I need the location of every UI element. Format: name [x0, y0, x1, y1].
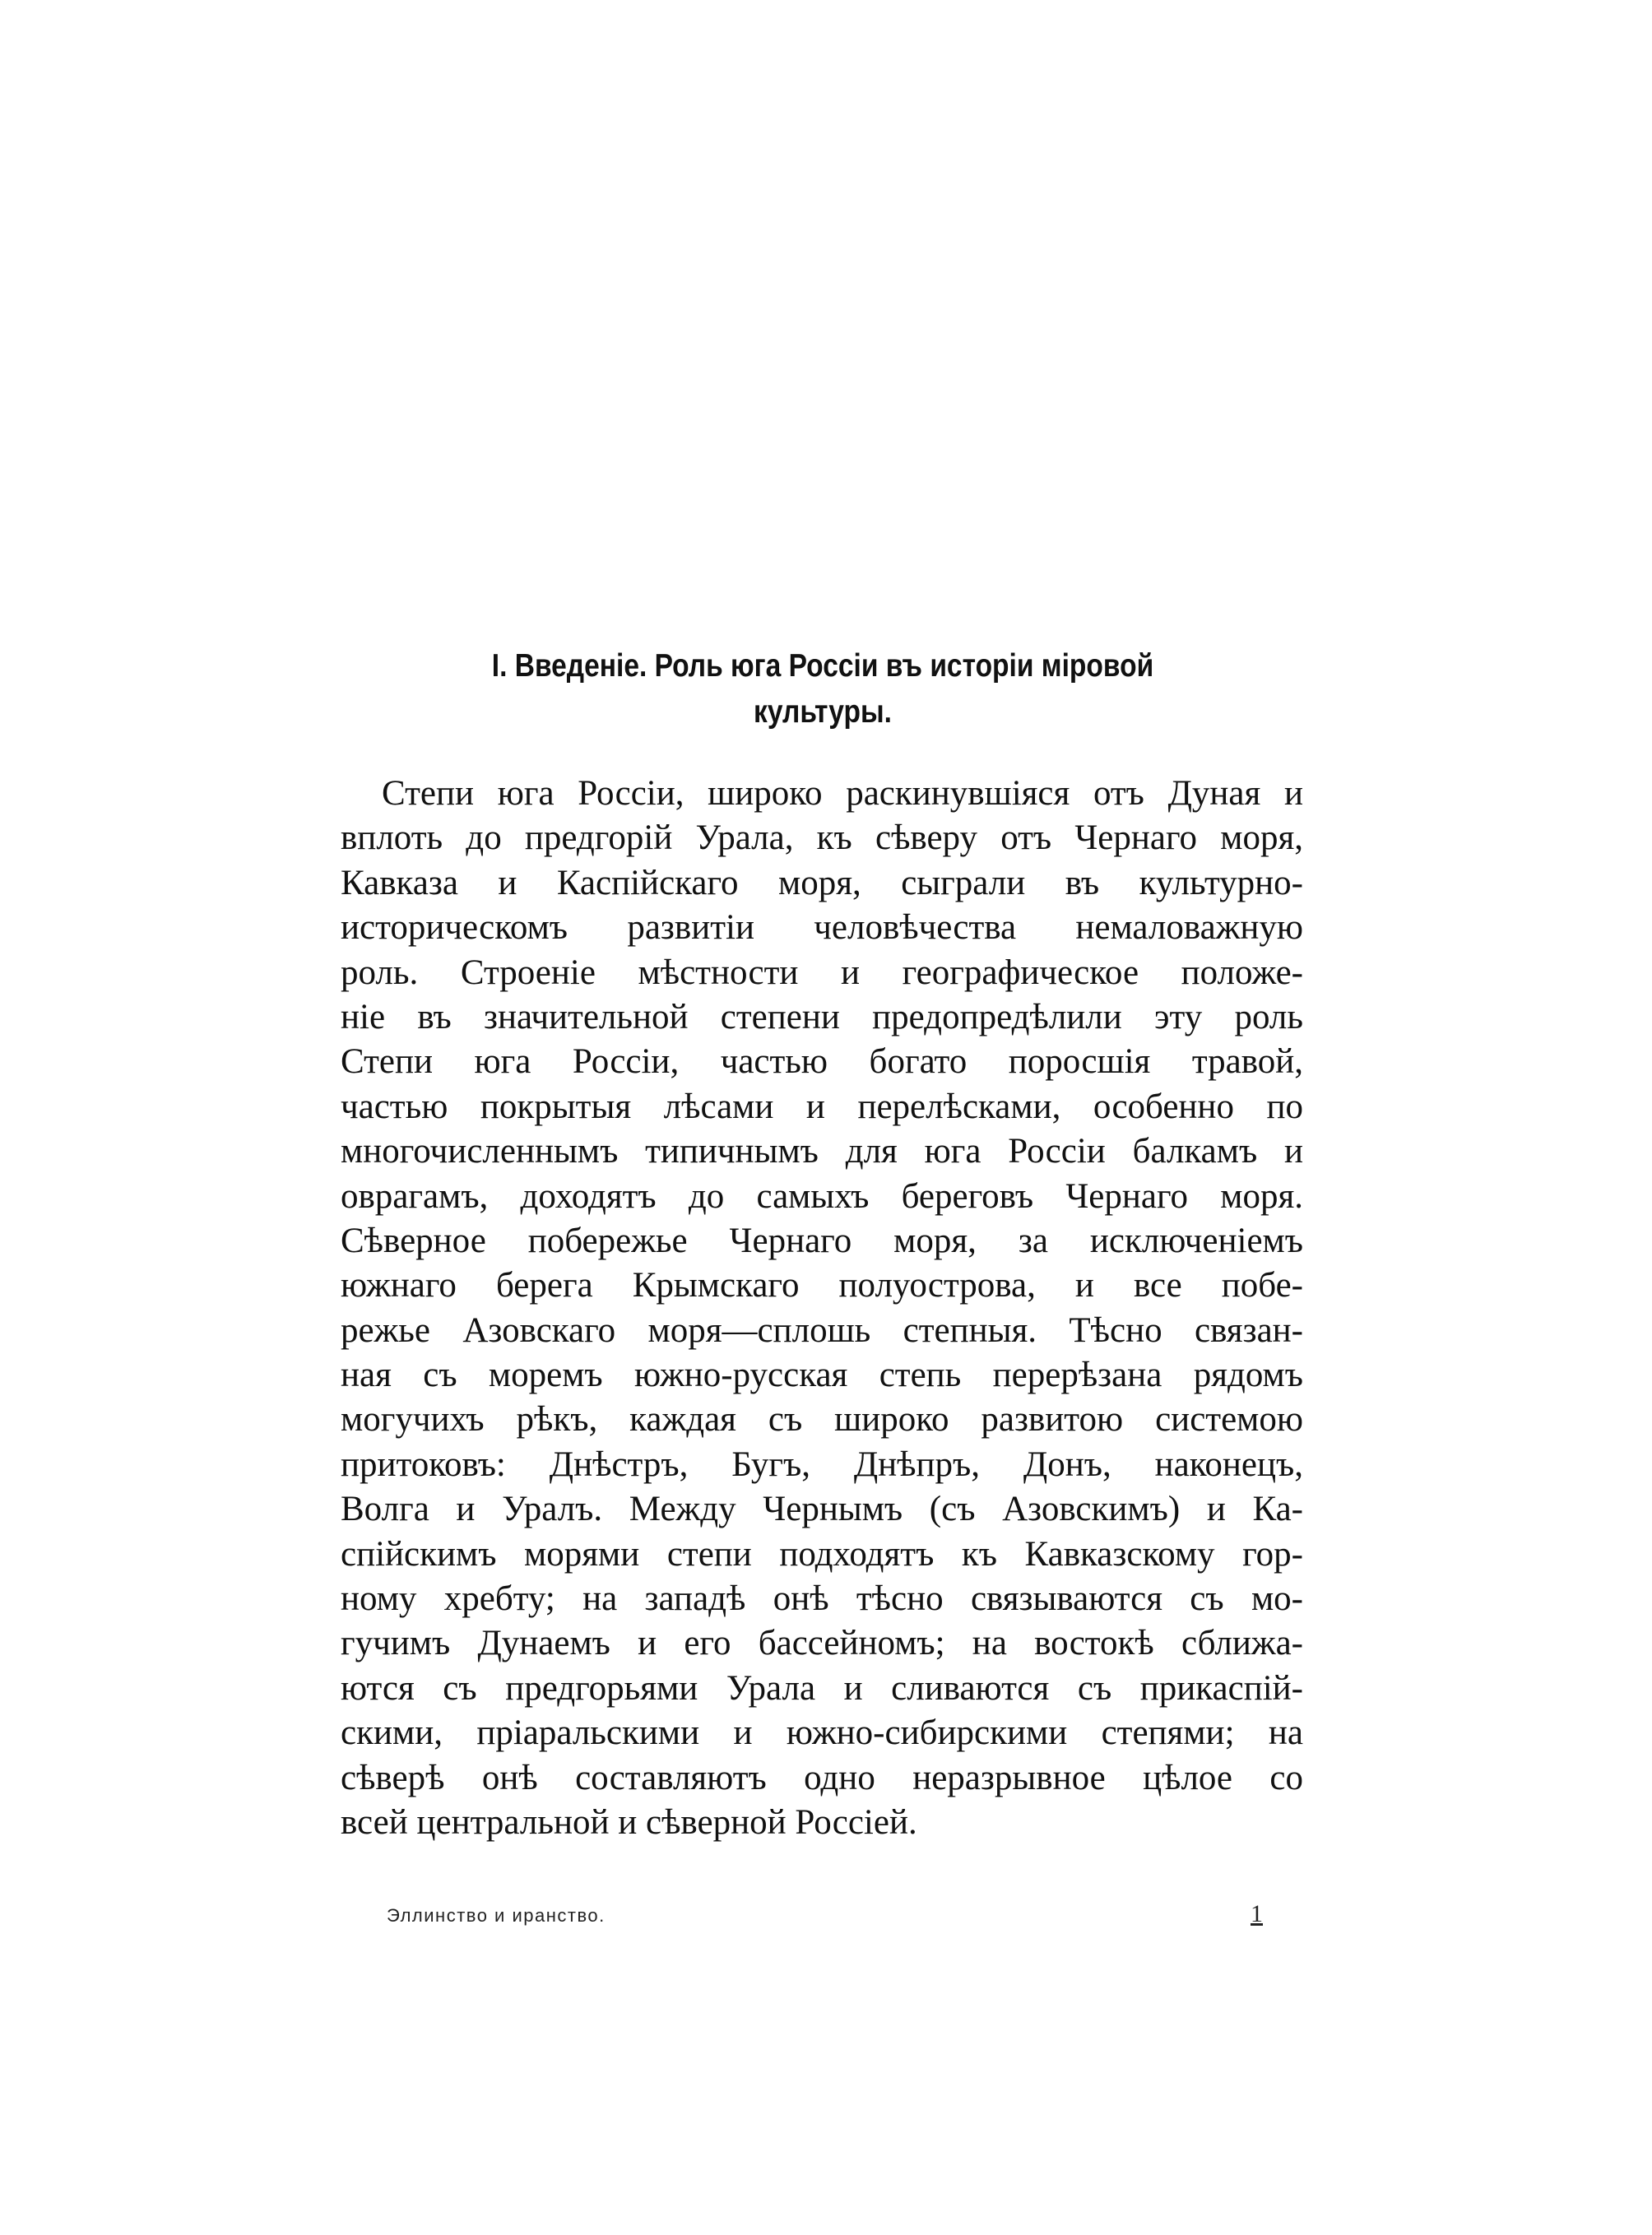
page-footer — [387, 1900, 1275, 1938]
text-line: ному хребту; на западѣ онѣ тѣсно связываются съ мо- — [341, 1579, 1303, 1619]
chapter-title-line-2: культуры. — [754, 694, 892, 730]
text-line: оврагамъ, доходятъ до самыхъ береговъ Чернаго моря. — [341, 1176, 1303, 1216]
text-line: Степи юга Россіи, широко раскинувшіяся отъ Дуная и — [382, 774, 1303, 813]
footer-signature-number: 1 — [1251, 1900, 1263, 1927]
text-line: историческомъ развитіи человѣчества немаловажную — [341, 908, 1303, 948]
text-line: притоковъ: Днѣстръ, Бугъ, Днѣпръ, Донъ, наконецъ, — [341, 1444, 1303, 1484]
body-paragraph — [341, 772, 1303, 1845]
footer-signature: Эллинство и иранство. — [387, 1905, 606, 1926]
text-line: Кавказа и Каспійскаго моря, сыграли въ культурно- — [341, 863, 1303, 902]
text-line: роль. Строеніе мѣстности и географическое положе- — [341, 953, 1303, 992]
text-line: южнаго берега Крымскаго полуострова, и все побе- — [341, 1266, 1303, 1305]
text-line: спійскимъ морями степи подходятъ къ Кавказскому гор- — [341, 1534, 1303, 1574]
text-line: сѣверѣ онѣ составляютъ одно неразрывное цѣлое со — [341, 1758, 1303, 1797]
text-line: скими, пріаральскими и южно-сибирскими степями; на — [341, 1713, 1303, 1753]
text-line: режье Азовскаго моря—сплошь степныя. Тѣсно связан- — [341, 1310, 1303, 1350]
text-line: ніе въ значительной степени предопредѣлили эту роль — [341, 997, 1303, 1036]
text-line: ются съ предгорьями Урала и сливаются съ прикаспій- — [341, 1668, 1303, 1708]
text-line: Степи юга Россіи, частью богато поросшія травой, — [341, 1042, 1303, 1082]
text-line: вплоть до предгорій Урала, къ сѣверу отъ Чернаго моря, — [341, 818, 1303, 858]
text-line: Волга и Уралъ. Между Чернымъ (съ Азовскимъ) и Ка- — [341, 1490, 1303, 1529]
chapter-title-line-1: I. Введеніе. Роль юга Россіи въ исторіи міровой — [491, 648, 1154, 684]
text-line: могучихъ рѣкъ, каждая съ широко развитою системою — [341, 1400, 1303, 1440]
text-line: гучимъ Дунаемъ и его бассейномъ; на востокѣ сближа- — [341, 1624, 1303, 1663]
text-line: Сѣверное побережье Чернаго моря, за исключеніемъ — [341, 1221, 1303, 1260]
text-line: всей центральной и сѣверной Россіей. — [341, 1802, 917, 1842]
text-line: частью покрытыя лѣсами и перелѣсками, особенно по — [341, 1087, 1303, 1126]
text-line: многочисленнымъ типичнымъ для юга Россіи балкамъ и — [341, 1132, 1303, 1171]
chapter-title — [398, 643, 1247, 735]
text-line: ная съ моремъ южно-русская степь перерѣзана рядомъ — [341, 1356, 1303, 1395]
